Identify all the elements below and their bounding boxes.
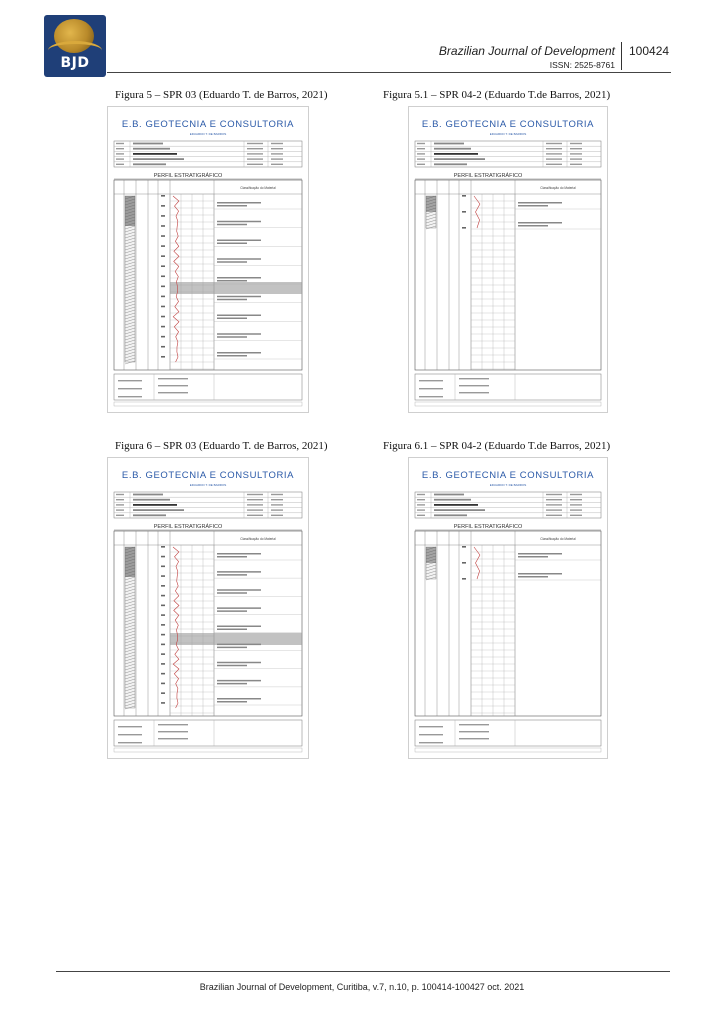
info-value-mark [570,153,582,154]
info-value-mark [271,494,283,495]
header-rule [107,72,671,73]
blow-count-mark [161,546,165,548]
log-svg [108,107,308,412]
description-mark [217,352,261,354]
header-divider [621,42,622,70]
bottom-label-mark [459,731,489,732]
blow-count-mark [161,605,165,607]
bottom-label-mark [158,385,188,386]
spt-curve [173,547,179,708]
bottom-label-mark [118,734,142,735]
description-mark [217,589,261,591]
blow-count-mark [161,245,165,247]
bottom-label-mark [118,726,142,727]
bottom-label-mark [459,724,489,725]
bottom-label-mark [419,726,443,727]
figure-caption: Figura 5 – SPR 03 (Eduardo T. de Barros, 2021) [115,89,328,101]
info-value-mark [133,514,166,516]
bottom-label-mark [459,392,489,393]
info-value-mark [570,143,582,144]
info-label-mark [116,509,124,510]
description-mark [217,261,247,263]
section-title: PERFIL ESTRATIGRÁFICO [153,173,223,179]
dense-layer [426,196,436,212]
info-label-mark [546,509,562,510]
info-value-mark [570,504,582,505]
section-title: PERFIL ESTRATIGRÁFICO [453,524,523,530]
info-label-mark [546,499,562,500]
info-label-mark [417,515,425,516]
info-value-mark [434,163,467,165]
blow-count-mark [161,346,165,348]
blow-count-mark [161,336,165,338]
journal-logo [44,15,106,77]
info-value-mark [133,163,166,165]
description-mark [217,626,261,628]
info-value-mark [434,514,467,516]
info-value-mark [434,153,478,155]
info-label-mark [116,504,124,505]
info-value-mark [271,158,283,159]
description-mark [217,571,261,573]
blow-count-mark [161,316,165,318]
blow-count-mark [161,265,165,267]
info-value-mark [570,494,582,495]
info-value-mark [271,499,283,500]
info-label-mark [546,504,562,505]
info-value-mark [271,153,283,154]
info-label-mark [116,158,124,159]
info-value-mark [570,164,582,165]
info-label-mark [417,499,425,500]
description-mark [217,277,261,279]
blow-count-mark [161,585,165,587]
info-value-mark [133,158,184,160]
dense-layer [125,547,135,577]
blow-count-mark [462,195,466,197]
info-value-mark [271,509,283,510]
log-svg [108,458,308,758]
bottom-label-mark [459,738,489,739]
bottom-label-mark [118,380,142,381]
issn: ISSN: 2525-8761 [549,60,615,70]
borehole-log-figure [408,106,608,413]
blow-count-mark [161,195,165,197]
info-label-mark [247,509,263,510]
description-mark [217,607,261,609]
blow-count-mark [161,663,165,665]
description-mark [217,355,247,357]
blow-count-mark [161,692,165,694]
company-subtitle: EDUARDO T. DE BARROS [489,132,527,136]
company-subtitle: EDUARDO T. DE BARROS [189,132,227,136]
page-number: 100424 [629,44,670,58]
blow-count-mark [462,562,466,564]
borehole-log-figure [408,457,608,759]
description-mark [217,647,247,649]
blow-count-mark [161,653,165,655]
bottom-label-mark [158,378,188,379]
log-table [415,531,601,716]
bottom-label-mark [419,388,443,389]
description-mark [217,224,247,226]
info-value-mark [133,153,177,155]
info-label-mark [417,509,425,510]
classification-header: Classificação do Material [540,537,576,541]
info-label-mark [116,499,124,500]
blow-count-mark [462,211,466,213]
description-mark [518,205,548,207]
description-mark [217,665,247,667]
company-title: E.B. GEOTECNIA E CONSULTORIA [421,470,595,481]
info-value-mark [570,158,582,159]
blow-count-mark [161,644,165,646]
info-label-mark [116,494,124,495]
info-value-mark [133,494,163,496]
blow-count-mark [462,546,466,548]
description-mark [217,318,247,320]
bottom-label-mark [419,380,443,381]
rock-layer-band [170,633,302,645]
info-label-mark [417,504,425,505]
info-label-mark [417,143,425,144]
dense-layer [426,547,436,563]
description-mark [217,299,247,301]
classification-header: Classificação do Material [240,186,276,190]
description-mark [217,610,247,612]
description-mark [217,683,247,685]
info-value-mark [271,164,283,165]
description-mark [518,222,562,224]
info-label-mark [546,164,562,165]
bottom-label-mark [459,378,489,379]
info-label-mark [417,494,425,495]
info-value-mark [133,509,184,511]
blow-count-mark [161,235,165,237]
info-value-mark [271,504,283,505]
blow-count-mark [161,614,165,616]
info-value-mark [434,509,485,511]
footer-strip [415,748,601,752]
blow-count-mark [161,275,165,277]
blow-count-mark [161,566,165,568]
blow-count-mark [161,624,165,626]
blow-count-mark [161,255,165,257]
description-mark [217,202,261,204]
company-title: E.B. GEOTECNIA E CONSULTORIA [121,470,295,481]
blow-count-mark [161,225,165,227]
description-mark [518,225,548,227]
description-mark [217,258,261,260]
info-label-mark [417,158,425,159]
info-label-mark [247,153,263,154]
company-title: E.B. GEOTECNIA E CONSULTORIA [121,119,295,130]
company-title: E.B. GEOTECNIA E CONSULTORIA [421,119,595,130]
info-label-mark [546,148,562,149]
bottom-block [114,720,302,746]
description-mark [518,553,562,555]
info-label-mark [247,158,263,159]
info-value-mark [570,515,582,516]
blow-count-mark [161,702,165,704]
footer-strip [114,402,302,406]
description-mark [217,574,247,576]
description-mark [217,629,247,631]
info-label-mark [247,143,263,144]
description-mark [217,680,261,682]
dense-layer [125,196,135,226]
info-label-mark [546,143,562,144]
bottom-block [114,374,302,400]
blow-count-mark [161,556,165,558]
blow-count-mark [161,595,165,597]
figure-caption: Figura 6 – SPR 03 (Eduardo T. de Barros, 2021) [115,440,328,452]
blow-count-mark [161,306,165,308]
info-label-mark [417,148,425,149]
info-label-mark [116,515,124,516]
info-label-mark [116,164,124,165]
info-label-mark [546,153,562,154]
description-mark [217,243,247,245]
company-subtitle: EDUARDO T. DE BARROS [489,483,527,487]
bottom-label-mark [459,385,489,386]
info-label-mark [247,494,263,495]
description-mark [217,315,261,317]
spt-curve [173,196,179,362]
info-label-mark [116,143,124,144]
borehole-log-figure [107,457,309,759]
bottom-label-mark [158,738,188,739]
section-title: PERFIL ESTRATIGRÁFICO [453,173,523,179]
footer-citation: Brazilian Journal of Development, Curitiba, v.7, n.10, p. 100414-100427 oct. 2021 [199,982,525,992]
info-label-mark [417,153,425,154]
info-value-mark [271,143,283,144]
section-title: PERFIL ESTRATIGRÁFICO [153,524,223,530]
info-value-mark [133,148,170,150]
description-mark [217,556,247,558]
bottom-label-mark [419,742,443,743]
info-value-mark [434,143,464,145]
blow-count-mark [161,356,165,358]
blow-count-mark [161,673,165,675]
description-mark [217,280,247,282]
blow-count-mark [161,286,165,288]
info-value-mark [271,515,283,516]
blow-count-mark [161,575,165,577]
log-svg [409,458,607,758]
info-value-mark [133,504,177,506]
info-value-mark [570,148,582,149]
description-mark [518,556,548,558]
info-value-mark [434,158,485,160]
spt-curve [474,196,480,228]
classification-header: Classificação do Material [240,537,276,541]
info-label-mark [546,494,562,495]
blow-count-mark [161,683,165,685]
info-label-mark [417,164,425,165]
figure-caption: Figura 6.1 – SPR 04-2 (Eduardo T.de Barros, 2021) [383,440,611,452]
info-label-mark [247,499,263,500]
description-mark [217,662,261,664]
company-subtitle: EDUARDO T. DE BARROS [189,483,227,487]
description-mark [217,205,247,207]
info-label-mark [116,153,124,154]
bottom-label-mark [118,742,142,743]
log-table [415,180,601,370]
description-mark [518,576,548,578]
info-label-mark [116,148,124,149]
bottom-label-mark [158,724,188,725]
figure-caption: Figura 5.1 – SPR 04-2 (Eduardo T.de Barros, 2021) [383,89,611,101]
blow-count-mark [161,326,165,328]
bottom-label-mark [158,392,188,393]
description-mark [217,698,261,700]
rock-layer-band [170,282,302,294]
description-mark [217,592,247,594]
journal-title: Brazilian Journal of Development [438,44,615,58]
bottom-label-mark [419,396,443,397]
blow-count-mark [161,205,165,207]
log-table [114,180,302,370]
description-mark [518,573,562,575]
borehole-log-figure [107,106,309,413]
info-label-mark [247,148,263,149]
blow-count-mark [161,296,165,298]
info-value-mark [434,494,464,496]
logo-text: BJD [60,55,90,71]
description-mark [217,221,261,223]
blow-count-mark [462,227,466,229]
blow-count-mark [462,578,466,580]
info-value-mark [133,143,163,145]
description-mark [217,644,261,646]
classification-header: Classificação do Material [540,186,576,190]
info-value-mark [570,509,582,510]
info-value-mark [133,499,170,501]
bottom-label-mark [419,734,443,735]
bottom-label-mark [118,388,142,389]
spt-curve [474,547,480,579]
description-mark [518,202,562,204]
blow-count-mark [161,634,165,636]
description-mark [217,333,261,335]
info-value-mark [434,504,478,506]
info-label-mark [546,158,562,159]
description-mark [217,240,261,242]
description-mark [217,701,247,703]
log-table [114,531,302,716]
description-mark [217,296,261,298]
description-mark [217,336,247,338]
footer-strip [415,402,601,406]
info-value-mark [271,148,283,149]
bottom-label-mark [118,396,142,397]
info-label-mark [546,515,562,516]
info-label-mark [247,504,263,505]
info-value-mark [434,148,471,150]
log-svg [409,107,607,412]
footer-strip [114,748,302,752]
info-value-mark [434,499,471,501]
info-value-mark [570,499,582,500]
info-label-mark [247,164,263,165]
description-mark [217,553,261,555]
info-label-mark [247,515,263,516]
footer-rule [56,971,670,972]
bottom-label-mark [158,731,188,732]
blow-count-mark [161,215,165,217]
